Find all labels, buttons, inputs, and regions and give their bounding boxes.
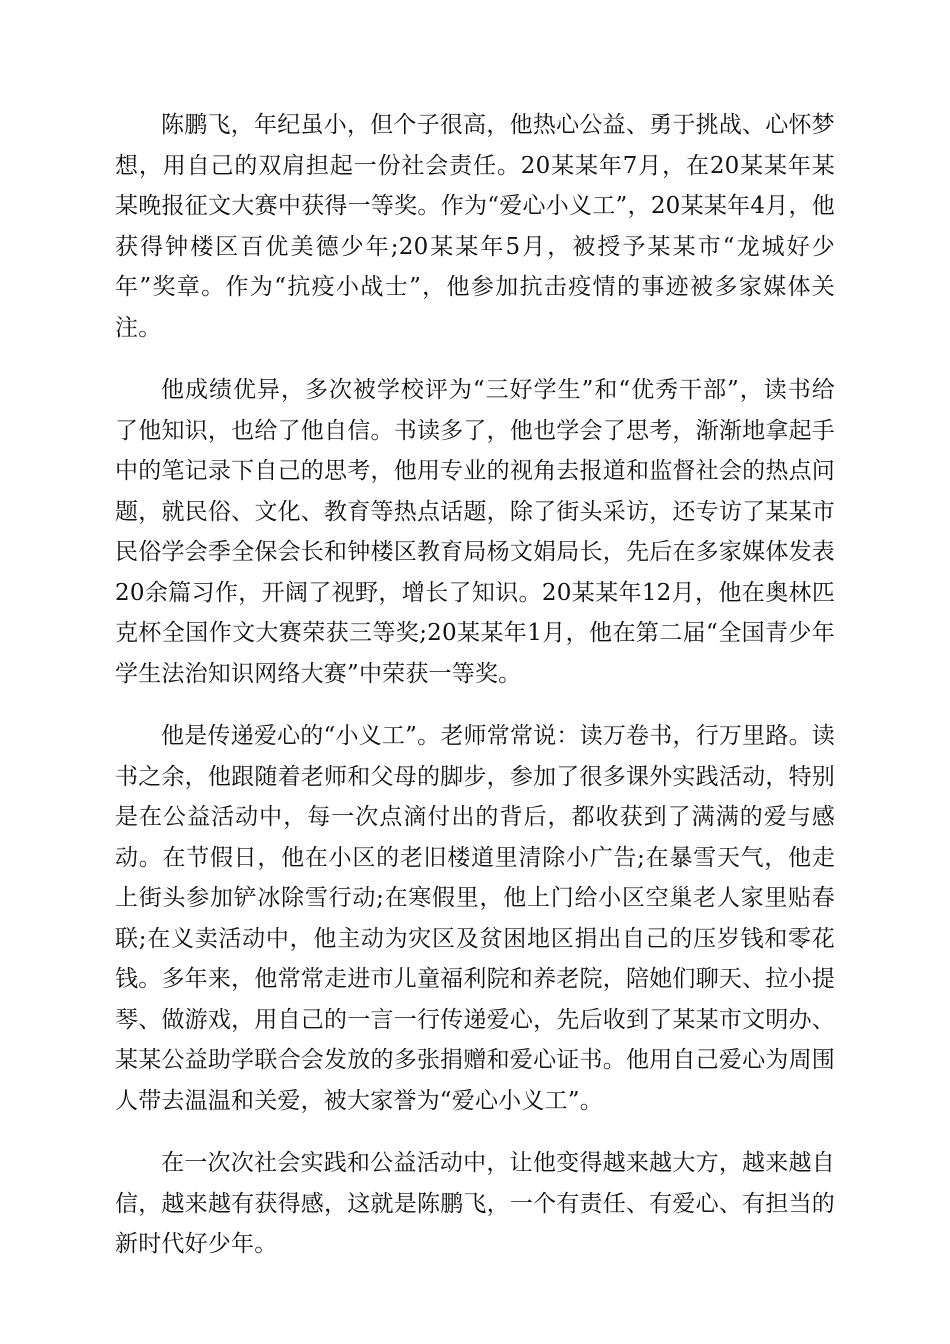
paragraph-3: 他是传递爱心的“小义工”。老师常常说：读万卷书，行万里路。读书之余，他跟随着老师和父母的脚步，参加了很多课外实践活动，特别是在公益活动中，每一次点滴付出的背后，都收获到了满满的爱与感动。在节假日，他在小区的老旧楼道里清除小广告;在暴雪天气，他走上街头参加铲冰除雪行动;在寒假里，他上门给小区空巢老人家里贴春联;在义卖活动中，他主动为灾区及贫困地区捐出自己的压岁钱和零花钱。多年来，他常常走进市儿童福利院和养老院，陪她们聊天、拉小提琴、做游戏，用自己的一言一行传递爱心，先后收到了某某市文明办、某某公益助学联合会发放的多张捐赠和爱心证书。他用自己爱心为周围人带去温温和关爱，被大家誉为“爱心小义工”。 (115, 723, 835, 1114)
document-body (115, 105, 835, 1287)
paragraph-2: 他成绩优异，多次被学校评为“三好学生”和“优秀干部”，读书给了他知识，也给了他自信。书读多了，他也学会了思考，渐渐地拿起手中的笔记录下自己的思考，他用专业的视角去报道和监督社会的热点问题，就民俗、文化、教育等热点话题，除了街头采访，还专访了某某市民俗学会季全保会长和钟楼区教育局杨文娟局长，先后在多家媒体发表20余篇习作，开阔了视野，增长了知识。20某某年12月，他在奥林匹克杯全国作文大赛荣获三等奖;20某某年1月，他在第二届“全国青少年学生法治知识网络大赛”中荣获一等奖。 (115, 377, 835, 687)
paragraph-1: 陈鹏飞，年纪虽小，但个子很高，他热心公益、勇于挑战、心怀梦想，用自己的双肩担起一份社会责任。20某某年7月，在20某某年某某晚报征文大赛中获得一等奖。作为“爱心小义工”，20某某年4月，他获得钟楼区百优美德少年;20某某年5月，被授予某某市“龙城好少年”奖章。作为“抗疫小战士”，他参加抗击疫情的事迹被多家媒体关注。 (115, 112, 835, 341)
paragraph-4: 在一次次社会实践和公益活动中，让他变得越来越大方，越来越自信，越来越有获得感，这就是陈鹏飞，一个有责任、有爱心、有担当的新时代好少年。 (115, 1150, 835, 1257)
